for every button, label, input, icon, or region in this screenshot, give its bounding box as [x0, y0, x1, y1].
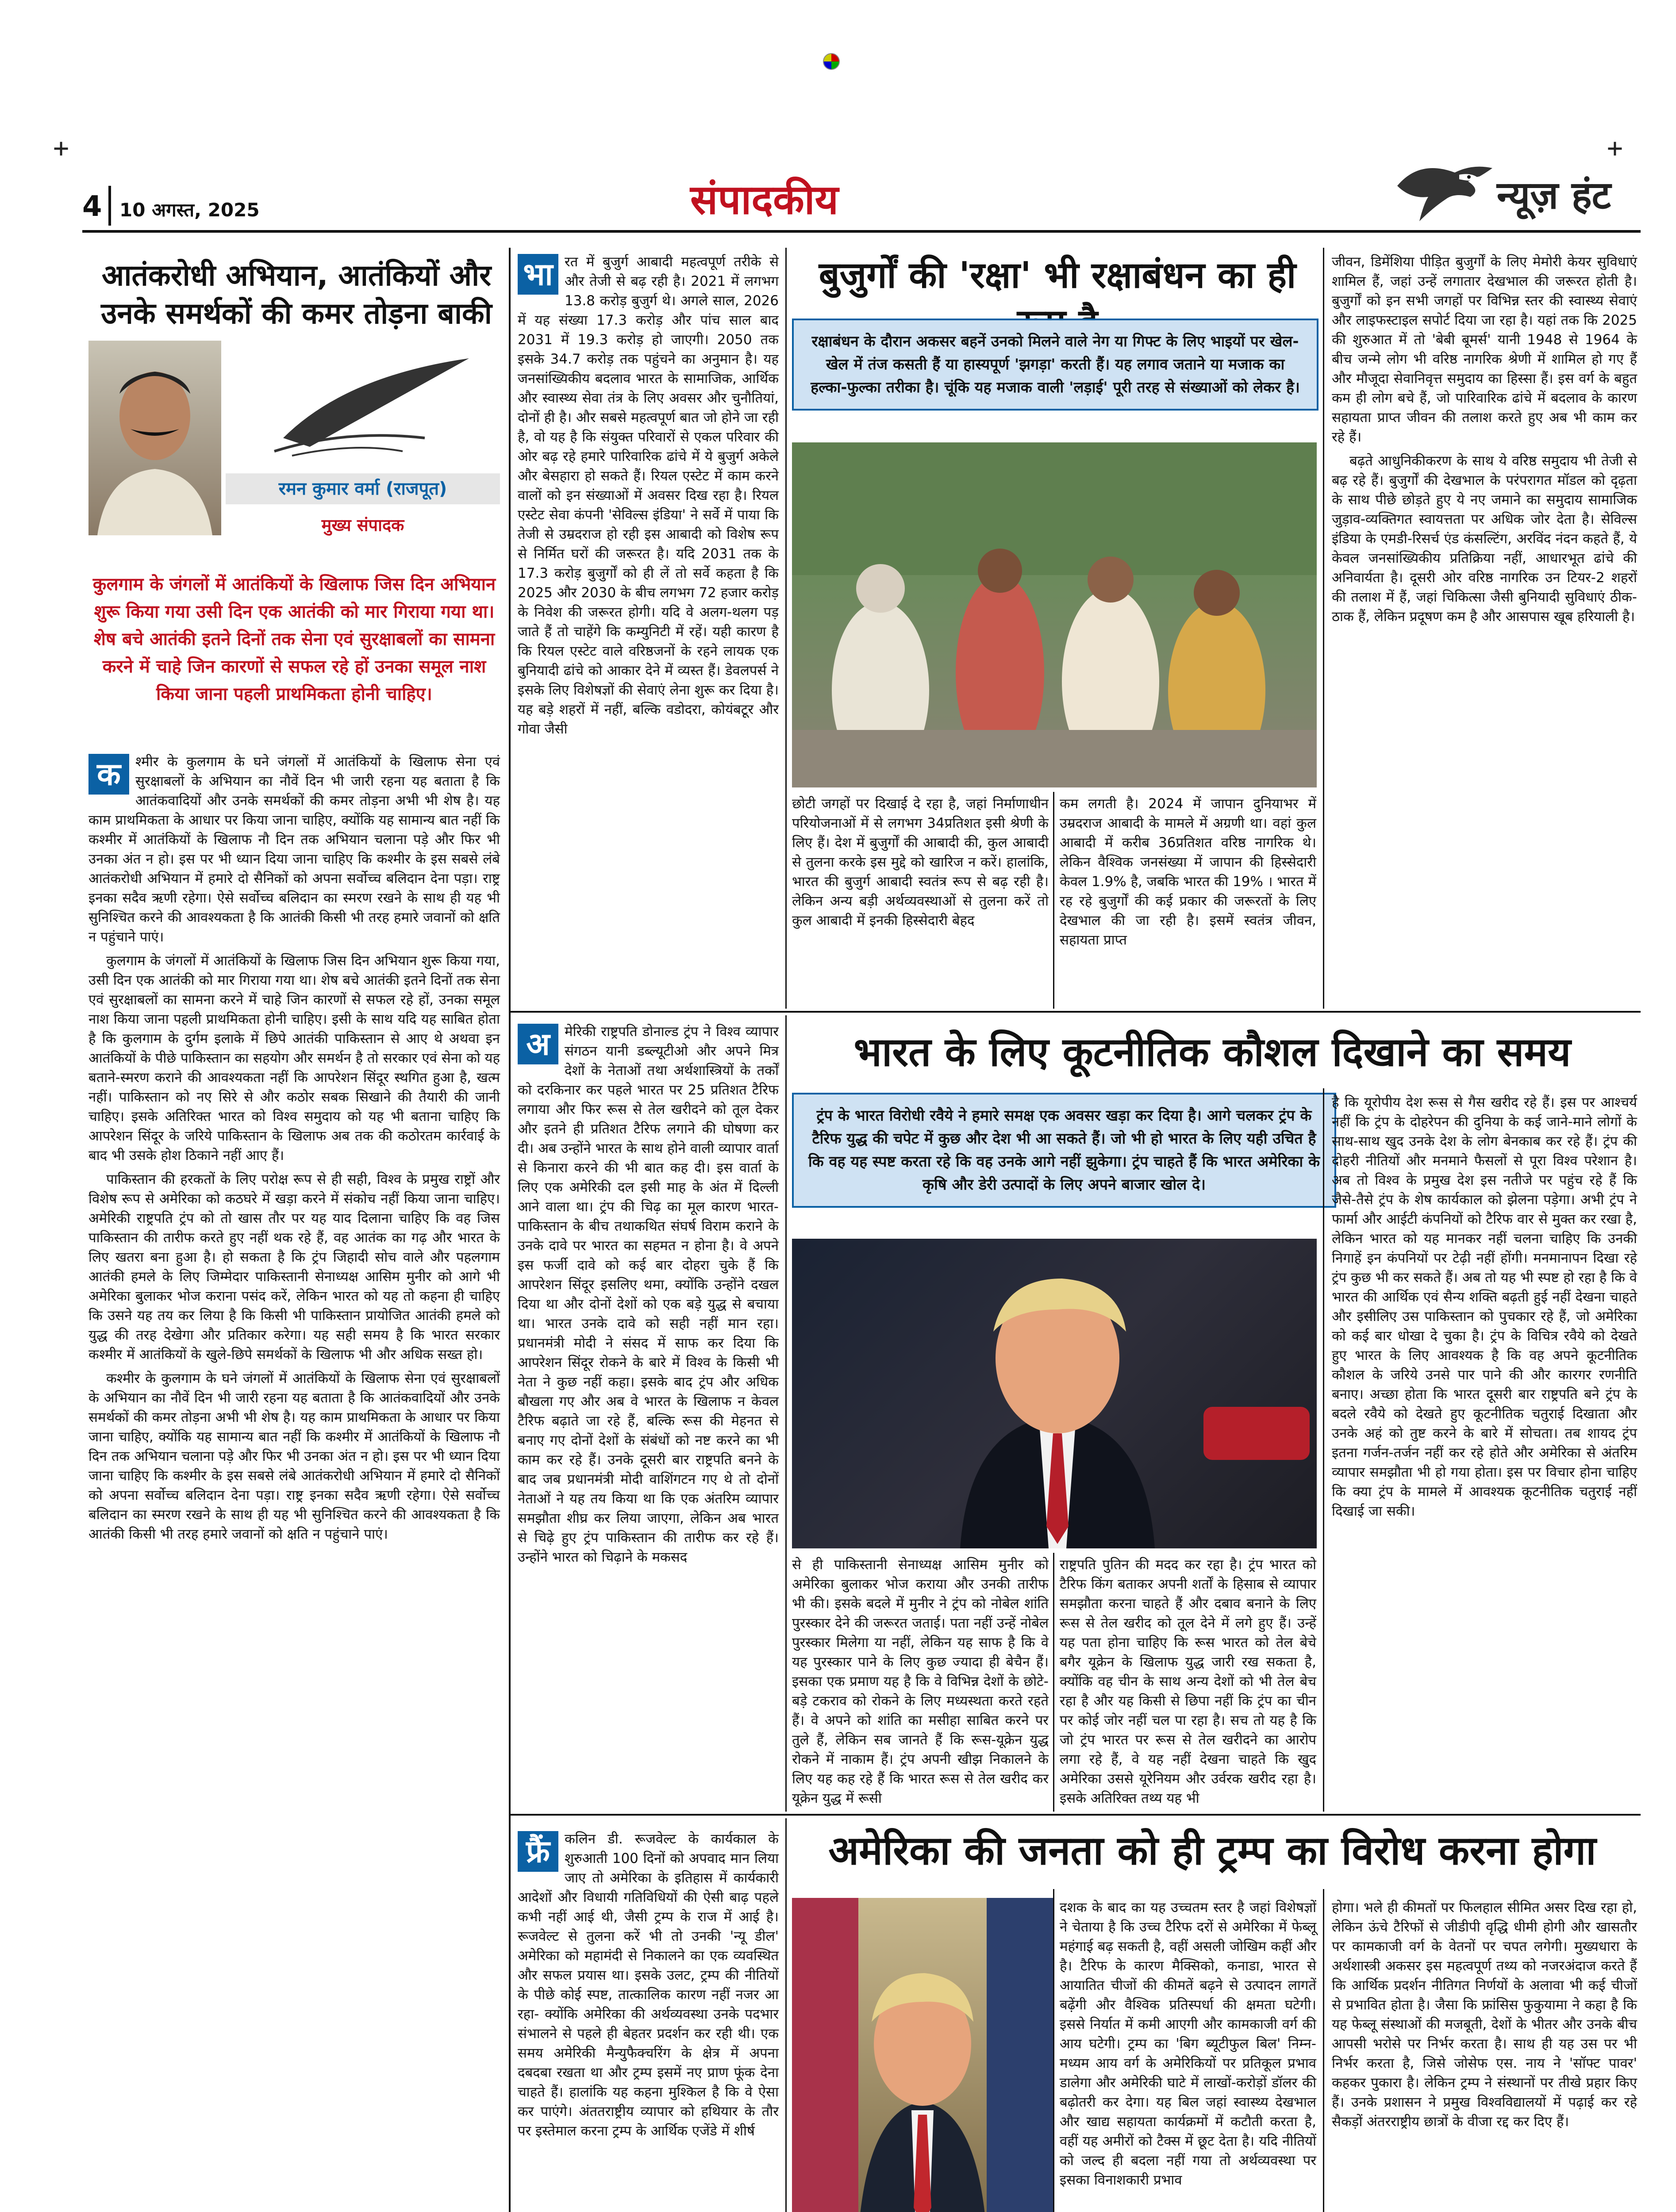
registration-mark: + [53, 133, 69, 164]
section-divider [509, 1011, 1641, 1013]
registration-mark: + [1607, 133, 1623, 164]
art3-summary: ट्रंप के भारत विरोधी रवैये ने हमारे समक्ष एक अवसर खड़ा कर दिया है। आगे चलकर ट्रंप के टैरिफ युद्ध की चपेट में कुछ और देश भी आ सकते हैं। जो भी हो भारत के लिए यही उचित है कि वह यह स्पष्ट करता रहे कि वह उनके आगे नहीं झुकेगा। ट्रंप चाहते हैं कि भारत अमेरिका के कृषि और डेरी उत्पादों के लिए अपने बाजार खोल दे। [792, 1093, 1336, 1208]
art4-text: कलिन डी. रूजवेल्ट के कार्यकाल के शुरुआती 100 दिनों को अपवाद मान लिया जाए तो अमेरिका के इतिहास में कार्यकारी आदेशों और विधायी गतिविधियों की ऐसी बाढ़ पहले कभी नहीं आई थी, जैसी ट्रम्प के राज में आई है। रूजवेल्ट से तुलना करें भी तो उनकी 'न्यू डील' अमेरिका को महामंदी से निकालने का एक व्यवस्थित और सफल प्रयास था। इसके उलट, ट्रम्प की नीतियों के पीछे कोई स्पष्ट, तात्कालिक कारण नहीं नजर आ रहा- क्योंकि अमेरिका की अर्थव्यवस्था उनके पदभार संभालने से पहले ही बेहतर प्रदर्शन कर रही थी। एक समय अमेरिकी मैन्युफैक्चरिंग के क्षेत्र में अपना दबदबा रखता था और ट्रम्प इसमें नए प्राण फूंक देना चाहते हैं। हालांकि यह कहना मुश्किल है कि वे ऐसा कर पाएंगे। अंततराष्ट्रीय व्यापार को हथियार के तौर पर इस्तेमाल करना ट्रम्प के आर्थिक एजेंडे में शीर्ष [518, 1831, 779, 2139]
art2-col-right [1332, 252, 1637, 631]
art2-dropcap: भा [518, 254, 558, 295]
author-name: रमन कुमार वर्मा (राजपूत) [278, 479, 447, 499]
art1-pull-quote: कुलगाम के जंगलों में आतंकियों के खिलाफ जिस दिन अभियान शुरू किया गया उसी दिन एक आतंकी को मार गिराया गया था। शेष बचे आतंकी इतने दिनों तक सेना एवं सुरक्षाबलों का सामना करने में चाहे जिन कारणों से सफल रहे हों उनका समूल नाश किया जाना पहली प्राथमिकता होनी चाहिए। [92, 574, 496, 704]
art2-col-left [518, 252, 779, 743]
column-divider [1053, 1553, 1054, 1812]
art3-col-mid-a: से ही पाकिस्तानी सेनाध्यक्ष आसिम मुनीर को अमेरिका बुलाकर भोज कराया और उनकी तारीफ भी की। इसके बदले में मुनीर ने ट्रंप को नोबेल शांति पुरस्कार देने की जरूरत जताई। पता नहीं उन्हें नोबेल पुरस्कार मिलेगा या नहीं, लेकिन यह साफ है कि वे यह पुरस्कार पाने के लिए कुछ ज्यादा ही बेचैन हैं। इसका एक प्रमाण यह है कि वे विभिन्न देशों के छोटे-बड़े टकराव को रोकने के लिए मध्यस्थता करते रहते हैं। वे अपने को शांति का मसीहा साबित करने पर तुले हैं, लेकिन सब जानते हैं कि रूस-यूक्रेन युद्ध रोकने में नाकाम हैं। ट्रंप अपनी खीझ निकालने के लिए यह कह रहे हैं कि भारत रूस से तेल खरीद कर यूक्रेन युद्ध में रूसी [792, 1557, 1049, 1806]
art3-col-mid-b: राष्ट्रपति पुतिन की मदद कर रहा है। ट्रंप भारत को टैरिफ किंग बताकर अपनी शर्तों के हिसाब से व्यापार समझौता करना चाहते हैं और दबाव बनाने के लिए रूस से तेल खरीद को तूल देने में लगे हुए हैं। उन्हें यह पता होना चाहिए कि रूस भारत को तेल बेचे बगैर यूक्रेन के खिलाफ युद्ध जारी रख सकता है, क्योंकि वह चीन के साथ अन्य देशों को भी तेल बेच रहा है और यह किसी से छिपा नहीं कि ट्रंप का चीन पर कोई जोर नहीं चल पा रहा है। सच तो यह है कि जो ट्रंप भारत पर रूस से तेल खरीदने का आरोप लगा रहे हैं, वे यह नहीं देखना चाहते कि खुद अमेरिका उससे यूरेनियम और उर्वरक खरीद रहा है। इसके अतिरिक्त तथ्य यह भी [1060, 1557, 1316, 1806]
art4-headline: अमेरिका की जनता को ही ट्रम्प का विरोध करना होगा [828, 1828, 1596, 1874]
column-divider [785, 1818, 787, 2212]
column-divider [1323, 248, 1324, 1009]
art3-headline: भारत के लिए कूटनीतिक कौशल दिखाने का समय [853, 1029, 1571, 1075]
author-name-box [226, 473, 500, 504]
art4-photo-trump [792, 1898, 1053, 2212]
page-date: 10 अगस्त, 2025 [119, 199, 260, 221]
art3-col-left [518, 1022, 779, 1571]
art2-col-mid-a: छोटी जगहों पर दिखाई दे रहा है, जहां निर्माणाधीन परियोजनाओं में से लगभग 34प्रतिशत इसी श्रेणी के लिए हैं। देश में बुजुर्गों की आबादी की, कुल आबादी से तुलना करके इस मुद्दे को खारिज न करें। हालांकि, भारत की बुजुर्ग आबादी स्वतंत्र रूप से बढ़ रही है। लेकिन अन्य बड़ी अर्थव्यवस्थाओं से तुलना करें तो कुल आबादी में इनकी हिस्सेदारी बेहद [792, 796, 1049, 929]
art2-text: जीवन, डिमेंशिया पीड़ित बुजुर्गों के लिए मेमोरी केयर सुविधाएं शामिल हैं, जहां उन्हें लगातार देखभाल की जरूरत होती है। बुजुर्गों को इन सभी जगहों पर विभिन्न स्तर की स्वास्थ्य सेवाएं और लाइफस्टाइल सपोर्ट दिया जा रहा है। यहां तक कि 2025 की शुरुआत में तो 'बेबी बूमर्स' यानी 1948 से 1964 के बीच जन्मे लोग भी वरिष्ठ नागरिक श्रेणी में शामिल हो गए हैं और मौजूदा सेवानिवृत्त समुदाय का हिस्सा हैं। इस वर्ग के बहुत कम ही लोग बचे हैं, जो पारिवारिक ढांचे में बदलाव के कारण सहायता प्राप्त जीवन की तलाश करते हुए अब भी काम कर रहे हैं। [1332, 254, 1637, 445]
art1-para: श्मीर के कुलगाम के घने जंगलों में आतंकियों के खिलाफ सेना एवं सुरक्षाबलों के अभियान का नौवें दिन भी जारी रहना यह बताता है कि आतंकवादियों और उनके समर्थकों की कमर तोड़ना अभी भी शेष है। यह काम प्राथमिकता के आधार पर किया जाना चाहिए, क्योंकि यह सामान्य बात नहीं कि कश्मीर में आतंकियों के खिलाफ नौ दिन तक अभियान चलाना पड़े और फिर भी उनका अंत न हो। इस पर भी ध्यान दिया जाना चाहिए कि कश्मीर के इस सबसे लंबे आतंकरोधी अभियान में हमारे दो सैनिकों को अपना सर्वोच्च बलिदान देना पड़ा। राष्ट्र इनका सदैव ऋणी रहेगा। ऐसे सर्वोच्च बलिदान का स्मरण रखने के साथ ही यह भी सुनिश्चित करने की आवश्यकता है कि आतंकी किसी भी तरह हमारे जवानों को क्षति न पहुंचाने पाएं। [88, 754, 500, 945]
art1-headline: आतंकरोधी अभियान, आतंकियों और उनके समर्थकों की कमर तोड़ना बाकी [101, 258, 492, 330]
section-title: संपादकीय [690, 176, 838, 223]
art1-body [88, 752, 500, 1548]
column-divider [785, 248, 787, 1009]
color-registration-mark [823, 53, 840, 70]
art2-col-mid-b: कम लगती है। 2024 में जापान दुनियाभर में उम्रदराज आबादी के मामले में अग्रणी था। वहां कुल आबादी में करीब 36प्रतिशत वरिष्ठ नागरिक थे। लेकिन वैश्विक जनसंख्या में जापान की हिस्सेदारी केवल 1.9% है, जबकि भारत की 19% । भारत में रह रहे बुजुर्गों की कई प्रकार की जरूरतों के लिए देखभाल की जा रही है। इसमें स्वतंत्र जीवन, सहायता प्राप्त [1060, 796, 1316, 948]
column-divider [1323, 1088, 1324, 1812]
brand-name: न्यूज़ हंट [1497, 173, 1611, 218]
art1-para: कश्मीर के कुलगाम के घने जंगलों में आतंकियों के खिलाफ सेना एवं सुरक्षाबलों के अभियान का नौवें दिन भी जारी रहना यह बताता है कि आतंकवादियों और उनके समर्थकों की कमर तोड़ना अभी भी शेष है। यह काम प्राथमिकता के आधार पर किया जाना चाहिए, क्योंकि यह सामान्य बात नहीं कि कश्मीर में आतंकियों के खिलाफ नौ दिन तक अभियान चलाना पड़े और फिर भी उनका अंत न हो। इस पर भी ध्यान दिया जाना चाहिए कि कश्मीर के इस सबसे लंबे आतंकरोधी अभियान में हमारे दो सैनिकों को अपना सर्वोच्च बलिदान देना पड़ा। राष्ट्र इनका सदैव ऋणी रहेगा। ऐसे सर्वोच्च बलिदान का स्मरण रखने के साथ ही यह भी सुनिश्चित करने की आवश्यकता है कि आतंकी किसी भी तरह हमारे जवानों को क्षति न पहुंचाने पाएं। [88, 1371, 500, 1542]
page-number-divider [108, 186, 111, 226]
art1-byline-block [88, 341, 500, 562]
column-divider [1323, 1889, 1324, 2212]
art4-col-right: होगा। भले ही कीमतों पर फिलहाल सीमित असर दिख रहा हो, लेकिन ऊंचे टैरिफों से जीडीपी वृद्धि धीमी होगी और खासतौर पर कामकाजी वर्ग के वेतनों पर चपत लगेगी। मुख्यधारा के अर्थशास्त्री अकसर इस महत्वपूर्ण तथ्य को नजरअंदाज करते हैं कि आर्थिक प्रदर्शन नीतिगत निर्णयों के अलावा भी कई चीजों से प्रभावित होता है। जैसा कि फ्रांसिस फुकुयामा ने कहा है कि यह फेब्लू संस्थाओं की मजबूती, देशों के भीतर और उनके बीच आपसी भरोसे पर निर्भर करता है। साथ ही यह उस पर भी निर्भर करता है, जिसे जोसेफ एस. नाय ने 'सॉफ्ट पावर' कहकर पुकारा है। लेकिन ट्रम्प ने संस्थानों पर तीखे प्रहार किए हैं। उनके प्रशासन ने प्रमुख विश्वविद्यालयों में पढ़ाई कर रहे सैकड़ों अंतरराष्ट्रीय छात्रों के वीजा रद्द कर दिए हैं। [1332, 1900, 1637, 2130]
art2-text: बढ़ते आधुनिकीकरण के साथ ये वरिष्ठ समुदाय भी तेजी से बढ़ रहे हैं। बुजुर्गों की देखभाल के परंपरागत मॉडल को दृढ़ता के साथ पीछे छोड़ते हुए ये नए जमाने का समुदाय सामाजिक जुड़ाव-व्यक्तिगत स्वायत्तता पर अधिक जोर देता है। सेविल्स इंडिया के एमडी-रिसर्च एंड कंसल्टिंग, अरविंद नंदन कहते हैं, ये केवल जनसांख्यिकीय प्रतिक्रिया नहीं, आधारभूत ढांचे की अनिवार्यता है। दूसरी ओर वरिष्ठ नागरिक उन टियर-2 शहरों की तलाश में हैं, जहां चिकित्सा जैसी बुनियादी सुविधाएं ठीक-ठाक हैं, लेकिन प्रदूषण कम है और आसपास खूब हरियाली है। [1332, 453, 1637, 625]
page-number: 4 [82, 190, 102, 223]
header-rule [82, 230, 1641, 233]
art3-photo-trump [792, 1239, 1317, 1548]
art1-dropcap: क [88, 754, 129, 795]
column-divider [785, 1015, 787, 1812]
art2-text: रत में बुजुर्ग आबादी महत्वपूर्ण तरीके से और तेजी से बढ़ रही है। 2021 में लगभग 13.8 करोड़ बुजुर्ग थे। अगले साल, 2026 में यह संख्या 17.3 करोड़ और पांच साल बाद 2031 में 19.3 करोड़ हो जाएगी। 2050 तक इसके 34.7 करोड़ तक पहुंचने का अनुमान है। यह जनसांख्यिकीय बदलाव भारत के सामाजिक, आर्थिक और स्वास्थ्य सेवा तंत्र के लिए अवसर और चुनौतियां, दोनों ही है। और सबसे महत्वपूर्ण बात जो होने जा रही है, वो यह है कि संयुक्त परिवारों से एकल परिवार की ओर बढ़ रहे हमारे पारिवारिक ढांचे में ये बुजुर्ग अकेले और बेसहारा हो सकते हैं। रियल एस्टेट में काम करने वालों को इन संख्याओं में अवसर दिख रहा है। रियल एस्टेट सेवा कंपनी 'सेविल्स इंडिया' ने सर्वे में पाया कि तेजी से उम्रदराज हो रही इस आबादी को विशेष रूप से निर्मित घरों की जरूरत है। यदि 2031 तक के 17.3 करोड़ बुजुर्गों को ही लें तो सर्वे कहता है कि 2025 और 2030 के बीच लगभग 72 हजार करोड़ के निवेश की जरूरत होगी। यदि वे अलग-थलग पड़ जाते हैं तो चाहेंगे कि कम्युनिटी में रहें। यही कारण है कि रियल एस्टेट वाले वरिष्ठजनों के रहने लायक एक बुनियादी ढांचे को आकार देने में व्यस्त हैं। डेवलपर्स ने इसके लिए विशेषज्ञों की सेवाएं लेना शुरू कर दिया है। यह बड़े शहरों में नहीं, बल्कि वडोदरा, कोयंबटूर और गोवा जैसी [518, 254, 779, 737]
eagle-icon [1393, 155, 1495, 230]
column-divider [509, 248, 511, 2212]
section-divider [509, 1814, 1641, 1816]
art4-col-mid-b: दशक के बाद का यह उच्चतम स्तर है जहां विशेषज्ञों ने चेताया है कि उच्च टैरिफ दरों से अमेरिका में फेब्लू महंगाई बढ़ सकती है, वहीं असली जोखिम कहीं और है। टैरिफ के कारण मैक्सिको, कनाडा, भारत से आयातित चीजों की कीमतें बढ़ने से उत्पादन लागतें बढ़ेंगी और वैश्विक प्रतिस्पर्धा की क्षमता घटेगी। इससे निर्यात में कमी आएगी और कामकाजी वर्ग की आय घटेगी। ट्रम्प का 'बिग ब्यूटीफुल बिल' निम्न-मध्यम आय वर्ग के अमेरिकियों पर प्रतिकूल प्रभाव डालेगा और अमेरिकी घाटे में लाखों-करोड़ों डॉलर की बढ़ोतरी कर देगा। यह बिल जहां स्वास्थ्य देखभाल और खाद्य सहायता कार्यक्रमों में कटौती करता है, वहीं यह अमीरों को टैक्स में छूट देता है। यदि नीतियों को जल्द ही बदला नहीं गया तो अर्थव्यवस्था पर इसका विनाशकारी प्रभाव [1060, 1900, 1316, 2188]
art1-para: कुलगाम के जंगलों में आतंकियों के खिलाफ जिस दिन अभियान शुरू किया गया, उसी दिन एक आतंकी को मार गिराया गया था। शेष बचे आतंकी इतने दिनों तक सेना एवं सुरक्षाबलों का सामना करने में चाहे जिन कारणों से सफल रहे हों, उनका समूल नाश किया जाना पहली प्राथमिकता होनी चाहिए। इसी के साथ यदि यह साबित होता है कि कुलगाम के दुर्गम इलाके में छिपे आतंकी पाकिस्तान से आए थे अथवा इन आतंकियों के पीछे पाकिस्तान का सहयोग और समर्थन है तो सरकार एवं सेना को यह बताने-स्मरण कराने की आवश्यकता नहीं कि आपरेशन सिंदूर स्थगित हुआ है, खत्म नहीं। पाकिस्तान को नए सिरे से और कठोर सबक सिखाने की तैयारी की जानी चाहिए। इसके अतिरिक्त भारत को विश्व समुदाय को यह भी बताना चाहिए कि आपरेशन सिंदूर के जरिये पाकिस्तान के खिलाफ अब तक की कठोरतम कार्रवाई के बाद भी उसके होश ठिकाने नहीं आए हैं। [88, 953, 500, 1164]
art4-col-left [518, 1829, 779, 2145]
author-photo [88, 341, 221, 535]
pen-quill-icon [257, 349, 487, 465]
author-role: मुख्य संपादक [321, 515, 404, 535]
art2-photo-elders [792, 442, 1317, 787]
art2-headline: बुजुर्गों की 'रक्षा' भी रक्षाबंधन का ही [819, 254, 1296, 296]
art4-dropcap: फ्रैं [518, 1831, 558, 1872]
brand-logo [1393, 155, 1623, 230]
column-divider [1053, 792, 1054, 1009]
art3-col-right: है कि यूरोपीय देश रूस से गैस खरीद रहे हैं। इस पर आश्चर्य नहीं कि ट्रंप के दोहरेपन की दुनिया के कई जाने-माने लोगों के साथ-साथ खुद उनके देश के लोग बेनकाब कर रहे हैं। ट्रंप की दोहरी नीतियों और मनमाने फैसलों से पूरा विश्व परेशान है। अब तो विश्व के प्रमुख देश इस नतीजे पर पहुंच रहे हैं कि जैसे-तैसे ट्रंप के शेष कार्यकाल को झेलना पड़ेगा। अभी ट्रंप ने फार्मा और आईटी कंपनियों को टैरिफ वार से मुक्त कर रखा है, लेकिन भारत को यह मानकर नहीं चलना चाहिए कि उनकी निगाहें इन कंपनियों पर टेढ़ी नहीं होंगी। मनमानापन दिखा रहे ट्रंप कुछ भी कर सकते हैं। अब तो यह भी स्पष्ट हो रहा है कि वे भारत की आर्थिक एवं सैन्य शक्ति बढ़ती हुई नहीं देखना चाहते और इसीलिए उस पाकिस्तान को पुचकार रहे हैं, जो अमेरिका को कई बार धोखा दे चुका है। ट्रंप के विचित्र रवैये को देखते हुए भारत के लिए आवश्यक है कि वह अपने कूटनीतिक कौशल के जरिये उनसे पार पाने की और कारगर रणनीति बनाए। अच्छा होता कि भारत दूसरी बार राष्ट्रपति बने ट्रंप के बदले रवैये को देखते हुए कूटनीतिक चतुराई दिखाता और उनके अहं को तुष्ट करने के बारे में सोचता। तब शायद ट्रंप इतना गर्जन-तर्जन नहीं कर रहे होते और अमेरिका से अंतरिम व्यापार समझौता भी हो गया होता। इस पर विचार होना चाहिए कि क्या ट्रंप के मामले में आवश्यक कूटनीतिक चतुराई नहीं दिखाई जा सकी। [1332, 1094, 1637, 1519]
art2-summary: रक्षाबंधन के दौरान अकसर बहनें उनको मिलने वाले नेग या गिफ्ट के लिए भाइयों पर खेल-खेल में तंज कसती हैं या हास्यपूर्ण 'झगड़ा' करती हैं। यह लगाव जताने या मजाक का हल्का-फुल्का तरीका है। चूंकि यह मजाक वाली 'लड़ाई' पूरी तरह से संख्याओं को लेकर है। [792, 319, 1319, 411]
column-divider [1053, 1889, 1054, 2212]
art3-dropcap: अ [518, 1024, 558, 1064]
art1-para: पाकिस्तान की हरकतों के लिए परोक्ष रूप से ही सही, विश्व के प्रमुख राष्ट्रों और विशेष रूप से अमेरिका को कठघरे में खड़ा करने में संकोच नहीं किया जाना चाहिए। अमेरिकी राष्ट्रपति ट्रंप को तो खास तौर पर यह याद दिलाना चाहिए कि वह जिस पाकिस्तान की तारीफ करते हुए नहीं थक रहे हैं, वह आतंक का गढ़ और भारत के लिए खतरा बना हुआ है। हो सकता है कि ट्रंप जिहादी सोच वाले और पहलगाम आतंकी हमले के लिए जिम्मेदार पाकिस्तानी सेनाध्यक्ष आसिम मुनीर को आगे भी अमेरिका बुलाकर भोज कराना पसंद करें, लेकिन भारत को यह तो कहना ही चाहिए कि उसने यह तय कर लिया है कि किसी भी पाकिस्तान प्रायोजित आतंकी हमले को युद्ध की तरह देखेगा और प्रतिकार करेगा। यह सही समय है कि भारत सरकार कश्मीर में आतंकियों के खुले-छिपे समर्थकों के खिलाफ भी और अधिक सख्त हो। [88, 1171, 500, 1363]
art3-text: मेरिकी राष्ट्रपति डोनाल्ड ट्रंप ने विश्व व्यापार संगठन यानी डब्ल्यूटीओ और अपने मित्र देशों के नेताओं तथा अर्थशास्त्रियों के तर्कों को दरकिनार कर पहले भारत पर 25 प्रतिशत टैरिफ लगाया और फिर रूस से तेल खरीदने को तूल देकर और इतने ही प्रतिशत टैरिफ लगाने की घोषणा कर दी। अब उन्होंने भारत के साथ होने वाली व्यापार वार्ता से किनारा करने की भी बात कह दी। इस वार्ता के लिए एक अमेरिकी दल इसी माह के अंत में दिल्ली आने वाला था। ट्रंप की चिढ़ का मूल कारण भारत-पाकिस्तान के बीच तथाकथित संघर्ष विराम कराने के उनके दावे पर भारत का सहमत न होना है। वे अपने इस फर्जी दावे को कई बार दोहरा चुके हैं कि आपरेशन सिंदूर इसलिए थमा, क्योंकि उन्होंने दखल दिया था और दोनों देशों को एक बड़े युद्ध से बचाया था। भारत उनके दावे को सही नहीं मान रहा। प्रधानमंत्री मोदी ने संसद में साफ कर दिया कि आपरेशन सिंदूर रोकने के बारे में विश्व के किसी भी नेता ने कुछ नहीं कहा। इसके बाद ट्रंप और अधिक बौखला गए और अब वे भारत के खिलाफ न केवल टैरिफ बढ़ाते जा रहे हैं, बल्कि रूस की मेहनत से बनाए गए दोनों देशों के संबंधों को नष्ट करने का भी काम कर रहे हैं। उनके दूसरी बार राष्ट्रपति बनने के बाद जब प्रधानमंत्री मोदी वाशिंगटन गए थे तो दोनों नेताओं ने यह तय किया था कि एक अंतरिम व्यापार समझौता शीघ्र कर लिया जाएगा, लेकिन अब भारत से चिढ़े हुए ट्रंप पाकिस्तान की तारीफ कर रहे हैं। उन्होंने भारत को चिढ़ाने के मकसद [518, 1024, 779, 1565]
